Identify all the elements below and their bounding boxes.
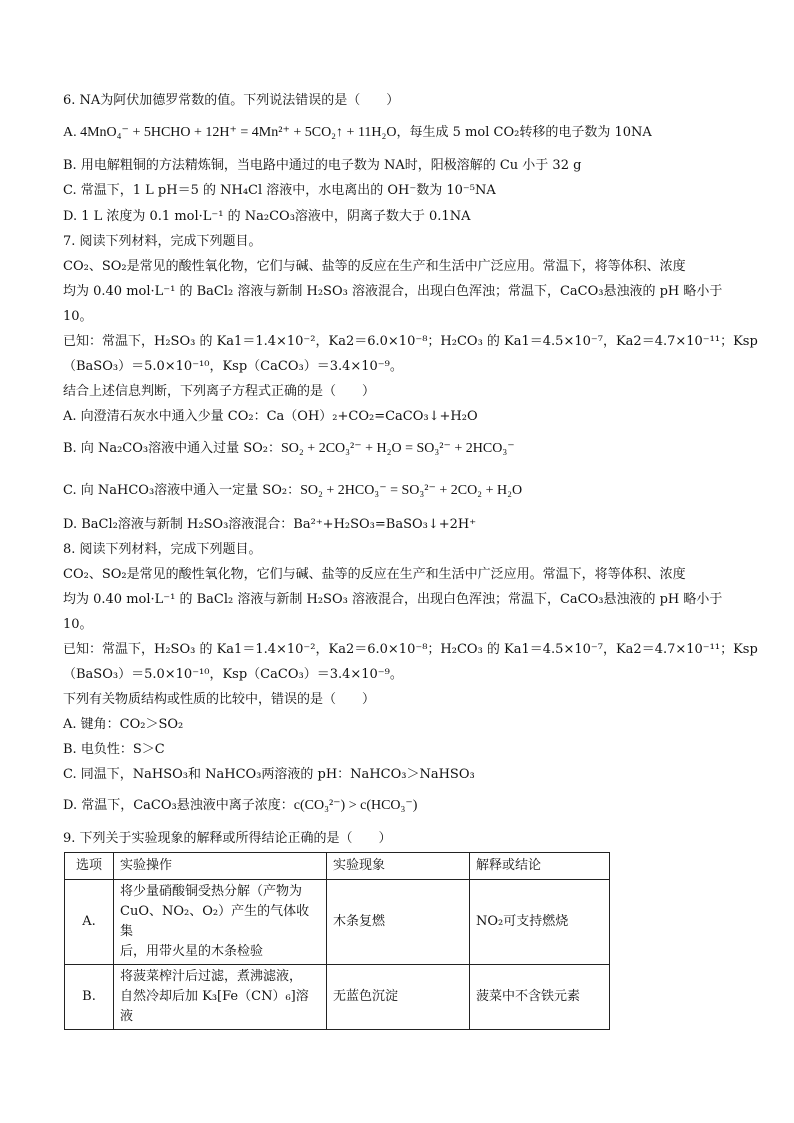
option-cell: A. [65,880,114,965]
q8-question: 下列有关物质结构或性质的比较中，错误的是（ ） [63,692,376,707]
q8-material-line-1: CO₂、SO₂是常见的酸性氧化物，它们与碱、盐等的反应在生产和生活中广泛应用。常温下，将等体积、浓度 [63,567,686,582]
q7-known-line-2: （BaSO₃）＝5.0×10⁻¹⁰，Ksp（CaCO₃）＝3.4×10⁻⁹。 [63,359,403,374]
option-cell: B. [65,965,114,1030]
q7-option-d: D. BaCl₂溶液与新制 H₂SO₃溶液混合：Ba²⁺+H₂SO₃=BaSO₃↓+2H⁺ [63,517,477,532]
phenomenon-cell: 无蓝色沉淀 [327,965,470,1030]
q8-material-line-2: 均为 0.40 mol·L⁻¹ 的 BaCl₂ 溶液与新制 H₂SO₃ 溶液混合，出现白色浑浊；常温下，CaCO₃悬浊液的 pH 略小于 [63,592,723,607]
q8-known-line-1: 已知：常温下，H₂SO₃ 的 Ka1＝1.4×10⁻²，Ka2＝6.0×10⁻⁸；H₂CO₃ 的 Ka1＝4.5×10⁻⁷，Ka2＝4.7×10⁻¹¹；Ksp [63,642,758,657]
q7-material-line-3: 10。 [63,309,93,324]
q6-option-a-text: ，每生成 5 mol CO₂转移的电子数为 10NA [396,125,652,140]
operation-line: CuO、NO₂、O₂）产生的气体收集 [120,904,310,939]
table-header-cell: 实验现象 [327,853,470,880]
q7-stem: 7. 阅读下列材料，完成下列题目。 [63,234,262,249]
q6-stem: 6. NA为阿伏加德罗常数的值。下列说法错误的是（ ） [63,93,400,108]
q7-material-line-2: 均为 0.40 mol·L⁻¹ 的 BaCl₂ 溶液与新制 H₂SO₃ 溶液混合，出现白色浑浊；常温下，CaCO₃悬浊液的 pH 略小于 [63,284,723,299]
q7-option-b-text: B. 向 Na₂CO₃溶液中通入过量 SO₂： [63,441,282,456]
operation-line: 自然冷却后加 K₃[Fe（CN）₆]溶液 [120,989,309,1024]
experiment-table [64,852,610,1030]
q6-option-d: D. 1 L 浓度为 0.1 mol·L⁻¹ 的 Na₂CO₃溶液中，阴离子数大于 0.1NA [63,209,471,224]
q8-option-c: C. 同温下，NaHSO₃和 NaHCO₃两溶液的 pH：NaHCO₃＞NaHSO₃ [63,767,475,782]
q8-stem: 8. 阅读下列材料，完成下列题目。 [63,542,262,557]
table-header-cell: 实验操作 [114,853,327,880]
q6-option-c: C. 常温下，1 L pH＝5 的 NH₄Cl 溶液中，水电离出的 OH⁻数为 10⁻⁵NA [63,183,496,198]
q7-question: 结合上述信息判断，下列离子方程式正确的是（ ） [63,384,376,399]
q7-option-b [63,440,515,457]
q8-option-a: A. 键角：CO₂＞SO₂ [63,717,184,732]
phenomenon-cell: 木条复燃 [327,880,470,965]
q6-option-a-equation: A. 4MnO₄⁻ + 5HCHO + 12H⁺ = 4Mn²⁺ + 5CO₂↑ + 11H₂O [63,125,397,140]
q8-option-d [63,797,417,814]
operation-line: 将菠菜榨汁后过滤，煮沸滤液， [120,969,303,984]
operation-cell [114,965,327,1030]
q7-option-a: A. 向澄清石灰水中通入少量 CO₂：Ca（OH）₂+CO₂=CaCO₃↓+H₂O [63,409,478,424]
q7-option-c-text: C. 向 NaHCO₃溶液中通入一定量 SO₂： [63,483,301,498]
q7-known-line-1: 已知：常温下，H₂SO₃ 的 Ka1＝1.4×10⁻²，Ka2＝6.0×10⁻⁸；H₂CO₃ 的 Ka1＝4.5×10⁻⁷，Ka2＝4.7×10⁻¹¹；Ksp [63,334,758,349]
table-header-row [65,853,610,880]
operation-line: 后，用带火星的木条检验 [120,944,264,959]
q8-option-d-equation: c(CO₃²⁻) > c(HCO₃⁻) [293,798,418,813]
table-row [65,965,610,1030]
q7-material-line-1: CO₂、SO₂是常见的酸性氧化物，它们与碱、盐等的反应在生产和生活中广泛应用。常温下，将等体积、浓度 [63,259,686,274]
q8-option-b: B. 电负性：S＞C [63,742,165,757]
q6-option-a [63,124,652,141]
conclusion-cell: NO₂可支持燃烧 [470,880,610,965]
table-row [65,880,610,965]
q8-material-line-3: 10。 [63,617,93,632]
q8-known-line-2: （BaSO₃）＝5.0×10⁻¹⁰，Ksp（CaCO₃）＝3.4×10⁻⁹。 [63,667,403,682]
q6-option-b: B. 用电解粗铜的方法精炼铜，当电路中通过的电子数为 NA时，阳极溶解的 Cu 小于 32 g [63,158,582,173]
q7-option-c-equation: SO₂ + 2HCO₃⁻ = SO₃²⁻ + 2CO₂ + H₂O [300,483,523,498]
table-header-cell: 选项 [65,853,114,880]
q7-option-c [63,482,522,499]
operation-cell [114,880,327,965]
table-header-cell: 解释或结论 [470,853,610,880]
operation-line: 将少量硝酸铜受热分解（产物为 [120,884,303,899]
conclusion-cell: 菠菜中不含铁元素 [470,965,610,1030]
q9-stem: 9. 下列关于实验现象的解释或所得结论正确的是（ ） [63,831,392,846]
q7-option-b-equation: SO₂ + 2CO₃²⁻ + H₂O = SO₃²⁻ + 2HCO₃⁻ [281,441,515,456]
q8-option-d-text: D. 常温下，CaCO₃悬浊液中离子浓度： [63,798,294,813]
